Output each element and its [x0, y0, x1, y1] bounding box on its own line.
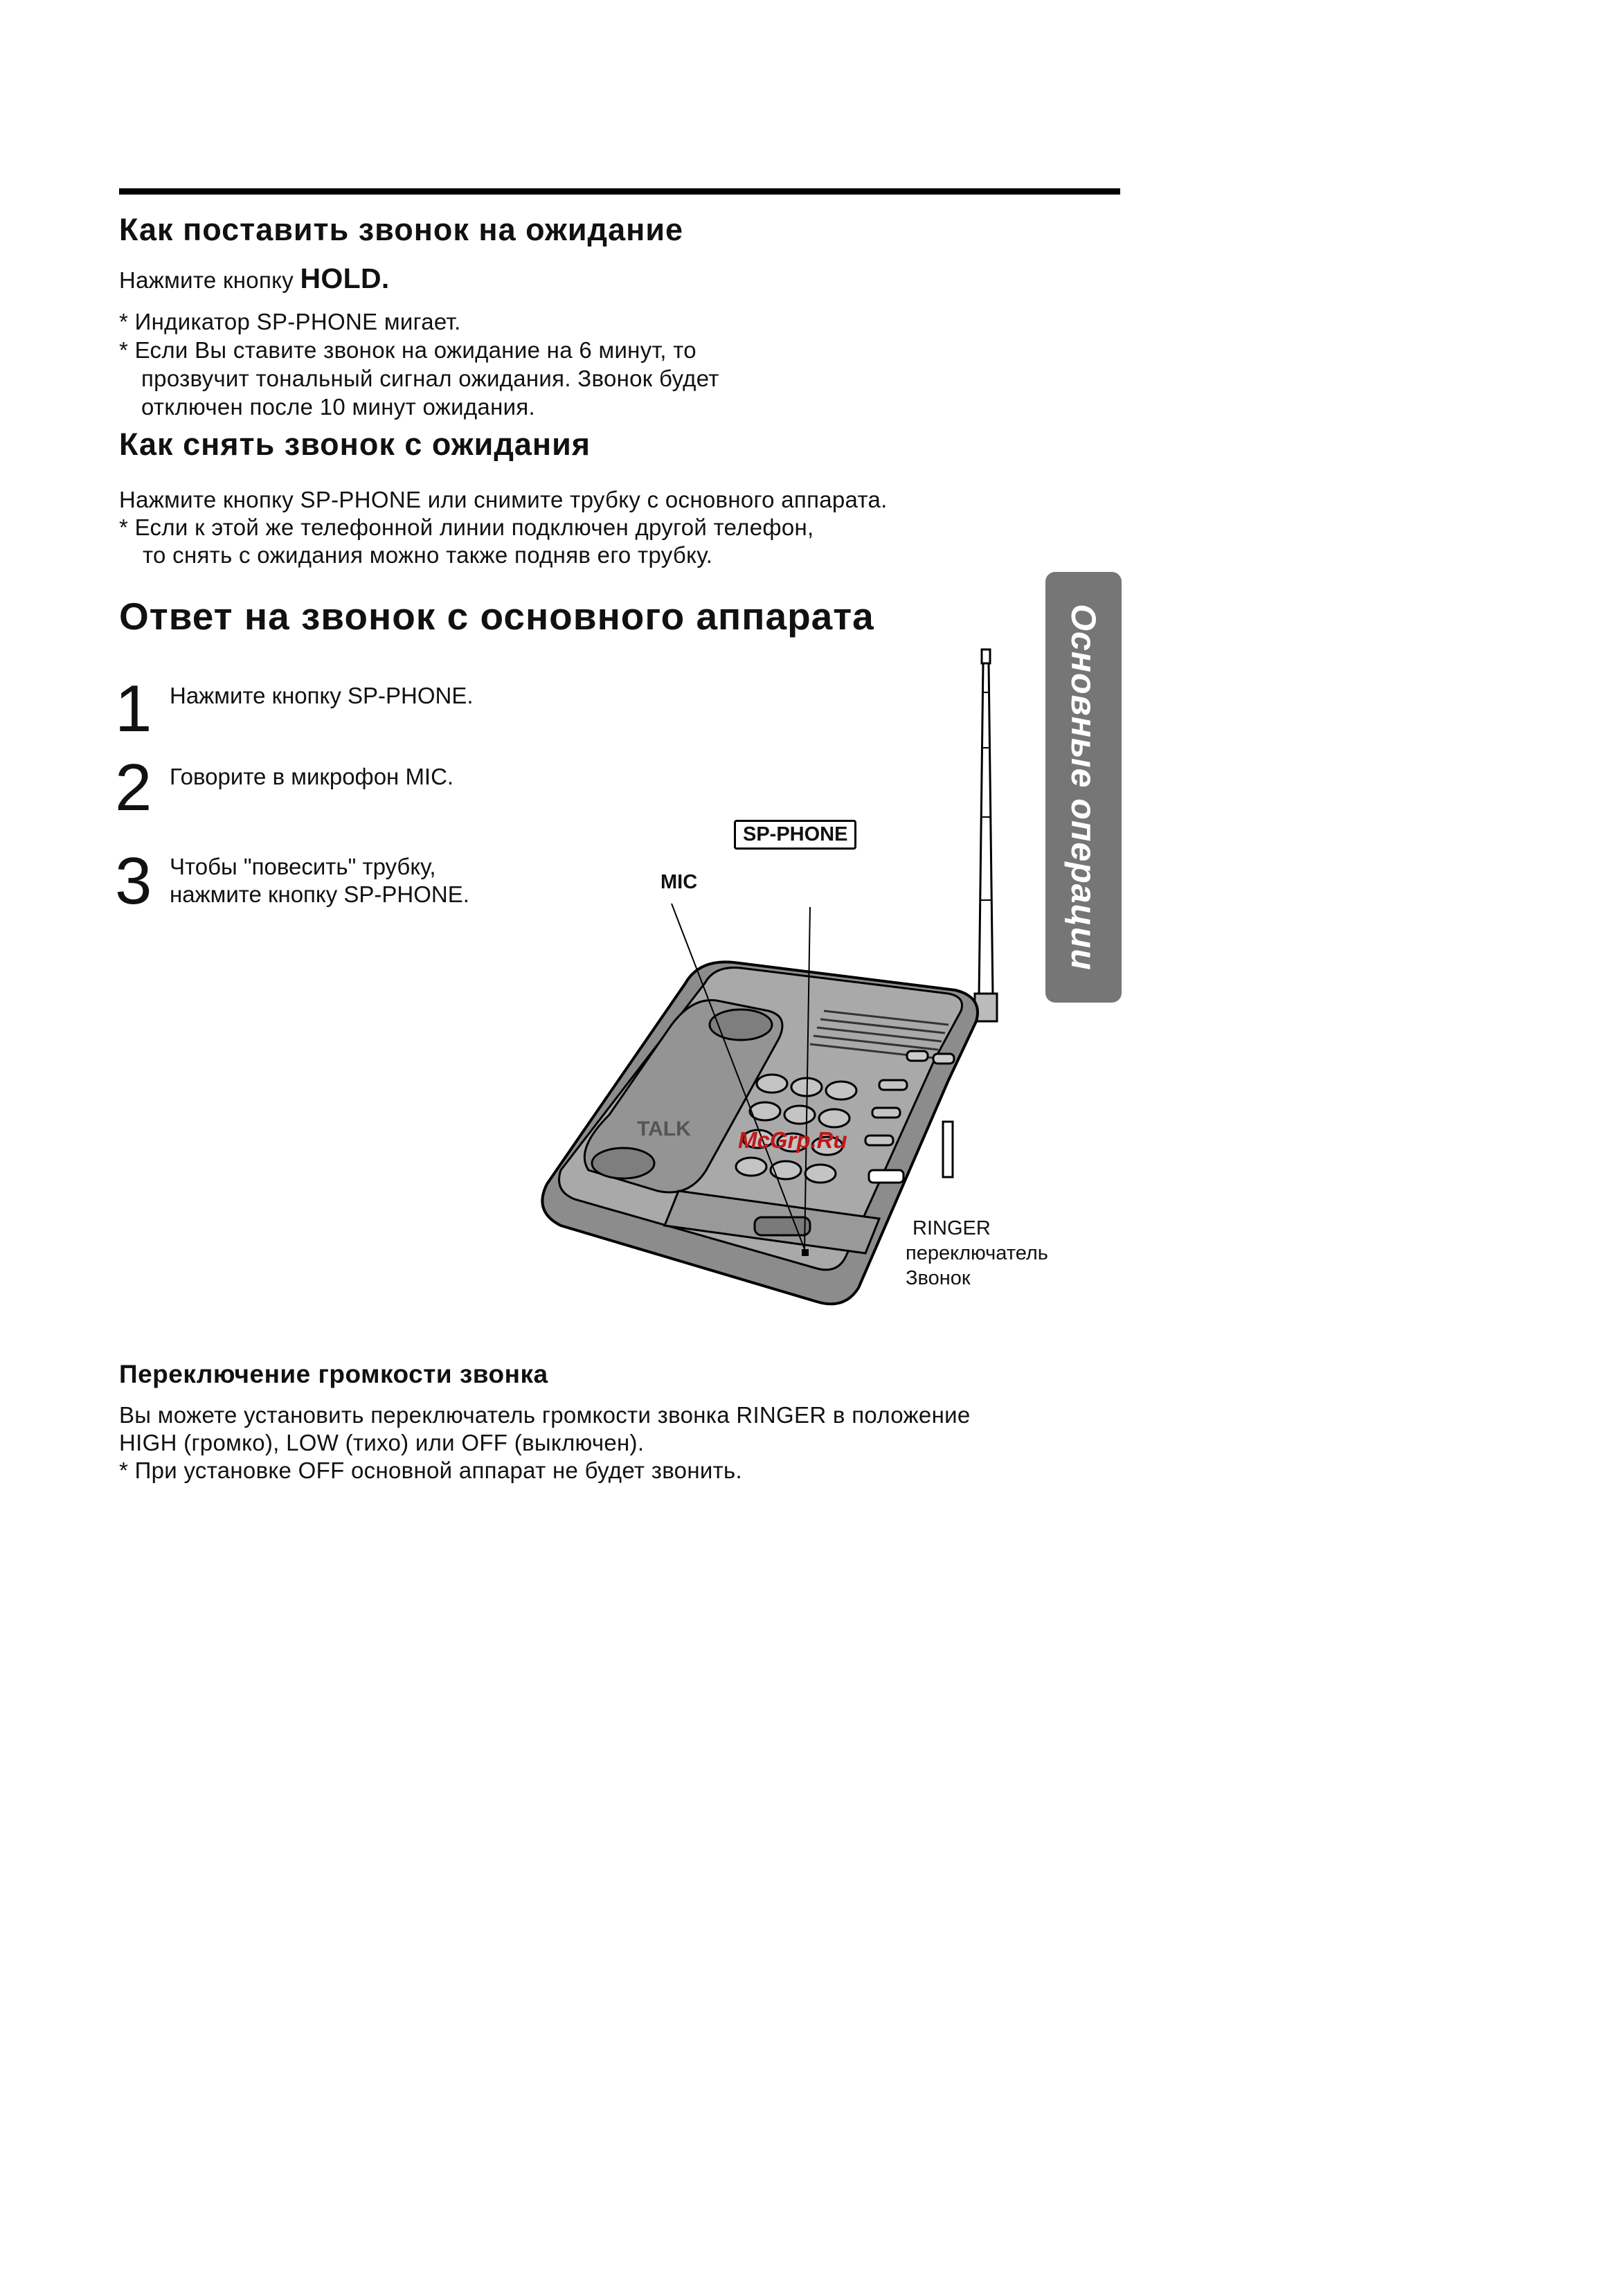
step-3-text-line-1: Чтобы "повесить" трубку, [170, 854, 436, 879]
section-volume-title: Переключение громкости звонка [119, 1360, 548, 1388]
antenna-icon [975, 649, 997, 1021]
ringer-switch [943, 1122, 953, 1177]
hold-note-2: * Если Вы ставите звонок на ожидание на 6 минут, то [119, 337, 696, 363]
ringer-label: RINGER [913, 1217, 991, 1239]
step-3-text-line-2: нажмите кнопку SP-PHONE. [170, 881, 469, 907]
hold-key-label: HOLD. [300, 262, 390, 294]
hold-instruction-prefix: Нажмите кнопку [119, 267, 294, 293]
top-rule [119, 188, 1120, 195]
step-1-number: 1 [115, 672, 152, 746]
volume-line-1: Вы можете установить переключатель громкости звонка RINGER в положение [119, 1402, 971, 1428]
ringer-desc-1: переключатель [906, 1242, 1048, 1264]
watermark: McGrp.Ru [738, 1127, 847, 1153]
hold-note-2-cont2: отключен после 10 минут ожидания. [141, 394, 535, 420]
section-hold-title: Как поставить звонок на ожидание [119, 212, 684, 247]
section-answer-title: Ответ на звонок с основного аппарата [119, 595, 874, 638]
ringer-desc-2: Звонок [906, 1267, 971, 1289]
step-1-text: Нажмите кнопку SP-PHONE. [170, 683, 474, 708]
step-2-text: Говорите в микрофон MIC. [170, 764, 454, 789]
step-2-number: 2 [115, 751, 152, 825]
hold-instruction [119, 264, 390, 294]
hold-note-1: * Индикатор SP-PHONE мигает. [119, 309, 461, 334]
volume-line-2: HIGH (громко), LOW (тихо) или OFF (выключен). [119, 1430, 645, 1455]
section-unhold-title: Как снять звонок с ожидания [119, 427, 591, 462]
hold-note-2-cont: прозвучит тональный сигнал ожидания. Звонок будет [141, 366, 719, 391]
unhold-line-1: Нажмите кнопку SP-PHONE или снимите трубку с основного аппарата. [119, 487, 888, 512]
phone-illustration [533, 637, 1101, 1316]
volume-line-3: * При установке OFF основной аппарат не будет звонить. [119, 1458, 742, 1483]
unhold-line-3: то снять с ожидания можно также подняв его трубку. [143, 542, 713, 568]
mic-label: MIC [660, 871, 698, 893]
sp-phone-key [869, 1170, 904, 1183]
unhold-line-2: * Если к этой же телефонной линии подключен другой телефон, [119, 514, 814, 540]
side-section-tab-label: Основные операции [1064, 604, 1103, 971]
sp-phone-label: SP-PHONE [734, 820, 856, 850]
step-3-number: 3 [115, 844, 152, 918]
talk-label: TALK [637, 1118, 691, 1140]
